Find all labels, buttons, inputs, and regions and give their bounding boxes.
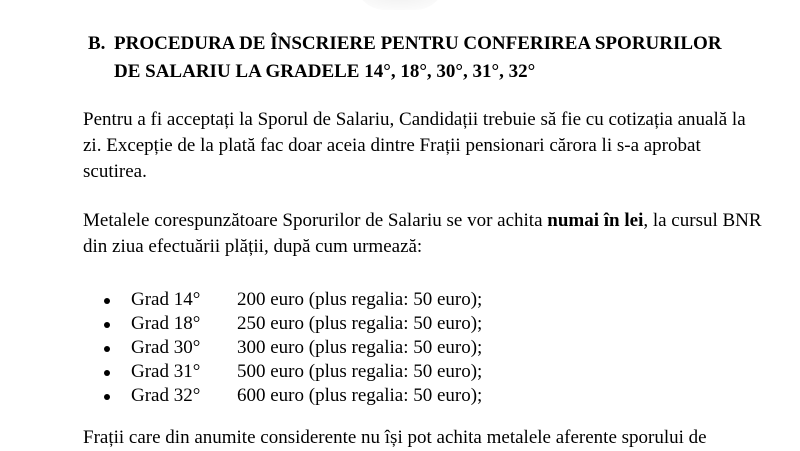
fee-grade: Grad 30° xyxy=(131,337,201,358)
paragraph-payment-text-after: , la cursul BNR din ziua efectuării plății, după cum urmează: xyxy=(83,210,762,257)
fee-price: 200 euro (plus regalia: 50 euro); xyxy=(237,289,483,310)
header-watermark xyxy=(355,0,445,10)
bullet-icon xyxy=(104,298,110,304)
paragraph-payment-text-before: Metalele corespunzătoare Sporurilor de Salariu se vor achita xyxy=(83,210,548,231)
fee-price: 250 euro (plus regalia: 50 euro); xyxy=(237,313,483,334)
fee-grade: Grad 18° xyxy=(131,313,201,334)
bullet-icon xyxy=(104,370,110,376)
paragraph-eligibility: Pentru a fi acceptați la Sporul de Salariu, Candidații trebuie să fie cu cotizația anuală la zi. Excepție de la plată fac doar aceia dintre Frații pensionari cărora li s-a aprobat scutirea. xyxy=(83,109,746,182)
bullet-icon xyxy=(104,394,110,400)
section-number: B. xyxy=(88,33,106,54)
fee-price: 300 euro (plus regalia: 50 euro); xyxy=(237,337,483,358)
section-title-line2: DE SALARIU LA GRADELE 14°, 18°, 30°, 31°, 32° xyxy=(114,61,536,82)
bullet-icon xyxy=(104,346,110,352)
bullet-icon xyxy=(104,322,110,328)
fee-price: 500 euro (plus regalia: 50 euro); xyxy=(237,361,483,382)
section-heading xyxy=(88,30,768,86)
paragraph-exceptions: Frații care din anumite considerente nu își pot achita metalele aferente sporului de xyxy=(83,427,707,448)
section-heading-line1 xyxy=(88,30,768,58)
fee-grade: Grad 31° xyxy=(131,361,201,382)
paragraph-payment xyxy=(83,208,763,260)
fee-price: 600 euro (plus regalia: 50 euro); xyxy=(237,385,483,406)
paragraph-payment-emphasis: numai în lei xyxy=(547,210,644,231)
fee-grade: Grad 14° xyxy=(131,289,201,310)
fee-grade: Grad 32° xyxy=(131,385,201,406)
section-title-line1: PROCEDURA DE ÎNSCRIERE PENTRU CONFERIREA SPORURILOR xyxy=(114,33,722,54)
